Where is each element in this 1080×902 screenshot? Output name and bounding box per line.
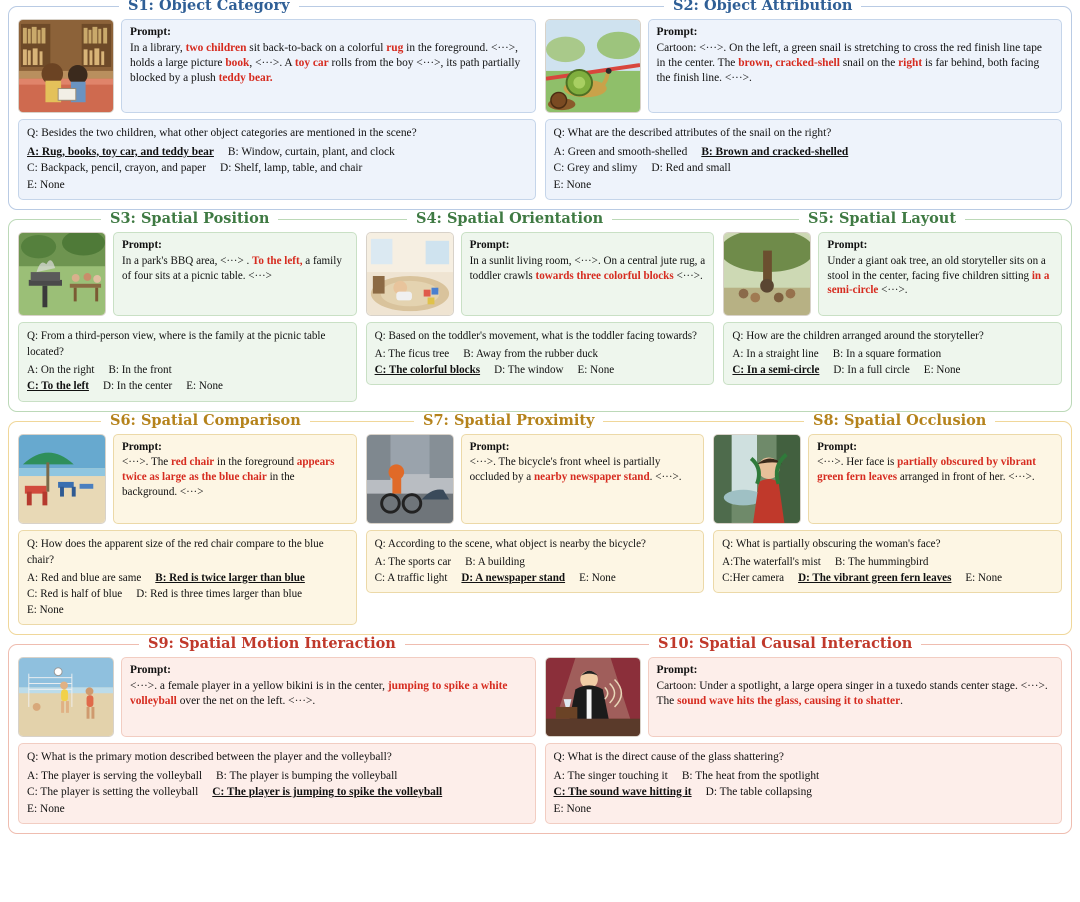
prompt-fragment: Cartoon: <···>. On the left, a green snail is stretching to cross the red finish line tape in the center. The — [656, 42, 1042, 70]
prompt-label-s8: Prompt: — [817, 440, 858, 453]
prompt-text-s9 — [121, 657, 536, 737]
prompt-row-s6 — [18, 434, 357, 524]
section-title-s4: S4: Spatial Orientation — [407, 210, 612, 227]
prompt-fragment: is far behind, both facing the finish line. <···>. — [656, 57, 1040, 85]
prompt-row-s7 — [366, 434, 705, 524]
prompt-row-s5 — [723, 232, 1062, 316]
question-s2: Q: What are the described attributes of the snail on the right? — [553, 127, 832, 140]
prompt-row-s3 — [18, 232, 357, 316]
prompt-text-s10 — [648, 657, 1063, 737]
qa-block-s9 — [18, 743, 536, 824]
option[interactable]: B: The heat from the spotlight — [681, 769, 820, 782]
option-row — [27, 784, 527, 801]
prompt-fragment: , <···>. A — [249, 57, 295, 70]
question-s3: Q: From a third-person view, where is the family at the picnic table located? — [27, 330, 326, 359]
option-row — [722, 554, 1053, 570]
option[interactable]: E: None — [27, 178, 65, 191]
highlight-phrase: jumping to spike a white volleyball — [130, 680, 508, 708]
section-title-s7: S7: Spatial Proximity — [414, 412, 603, 429]
option[interactable]: A: The sports car — [374, 555, 452, 568]
option[interactable]: B: In the front — [108, 364, 172, 377]
option[interactable]: B: The player is bumping the volleyball — [216, 769, 398, 782]
question-s6: Q: How does the apparent size of the red chair compare to the blue chair? — [27, 537, 324, 566]
prompt-label-s4: Prompt: — [469, 239, 510, 252]
prompt-fragment: In a park's BBQ area, <···> . — [122, 254, 253, 267]
prompt-row-s2 — [545, 19, 1063, 113]
option[interactable]: D: In a full circle — [833, 364, 910, 377]
image-cartoon-opera-singer-glass — [545, 657, 641, 737]
option[interactable]: A: Red and blue are same — [27, 571, 142, 584]
prompt-fragment: <···>. a female player in a yellow bikini is in the center, — [130, 680, 388, 693]
prompt-label-s10: Prompt: — [656, 663, 698, 676]
option[interactable]: C: Backpack, pencil, crayon, and paper — [27, 162, 207, 175]
prompt-label-s7: Prompt: — [469, 440, 510, 453]
option[interactable]: D: The table collapsing — [705, 786, 812, 799]
options-s7[interactable] — [375, 554, 696, 586]
option-row — [27, 570, 348, 586]
option-row — [27, 177, 527, 194]
prompt-text-s2 — [648, 19, 1063, 113]
qa-block-s5 — [723, 322, 1062, 385]
section-title-s9: S9: Spatial Motion Interaction — [139, 635, 405, 652]
option-row — [27, 160, 527, 177]
prompt-label-s5: Prompt: — [827, 239, 868, 252]
option[interactable]: A: The singer touching it — [553, 769, 668, 782]
image-toddler-living-room-rug — [366, 232, 454, 316]
prompt-body-s1 — [130, 42, 520, 84]
option-row — [27, 801, 527, 818]
prompt-fragment: <···>. The — [122, 456, 171, 469]
prompt-text-s3 — [113, 232, 357, 316]
prompt-fragment: in the background. <···> — [122, 471, 295, 498]
option-correct[interactable]: B: Brown and cracked-shelled — [701, 145, 849, 158]
option[interactable]: D: Red is three times larger than blue — [136, 587, 303, 600]
image-storyteller-oak-tree — [723, 232, 811, 316]
prompt-fragment: <···>. Her face is — [817, 456, 898, 469]
section-group-row1 — [8, 0, 1072, 210]
options-s5[interactable] — [732, 346, 1053, 378]
prompt-fragment: over the net on the left. <···>. — [176, 695, 316, 708]
image-woman-waterfall-ferns — [713, 434, 801, 524]
option-row — [554, 768, 1054, 785]
option[interactable]: C: A traffic light — [374, 571, 448, 584]
prompt-fragment: In a library, — [130, 42, 186, 55]
panel-s9 — [18, 657, 536, 824]
panel-s3 — [18, 232, 357, 401]
highlight-phrase: towards three colorful blocks — [535, 269, 674, 282]
option[interactable]: E: None — [923, 364, 961, 377]
option[interactable]: A: On the right — [27, 364, 95, 377]
image-park-bbq-grill — [18, 232, 106, 316]
prompt-row-s4 — [366, 232, 715, 316]
prompt-text-s4 — [461, 232, 715, 316]
qa-block-s1 — [18, 119, 536, 200]
option-correct[interactable]: C: The player is jumping to spike the volleyball — [212, 786, 443, 799]
prompt-row-s1 — [18, 19, 536, 113]
highlight-phrase: in a semi-circle — [827, 269, 1050, 297]
option-correct[interactable]: A: Rug, books, toy car, and teddy bear — [27, 145, 214, 158]
panel-s6 — [18, 434, 357, 625]
option-row — [27, 768, 527, 785]
option[interactable]: B: In a square formation — [832, 348, 942, 361]
options-s6[interactable] — [27, 570, 348, 618]
prompt-fragment: rolls from the boy <···>, its path partially blocked by a plush — [130, 57, 521, 85]
highlight-phrase: teddy bear. — [218, 72, 273, 85]
option[interactable]: E: None — [553, 802, 592, 815]
section-group-row4 — [8, 634, 1072, 834]
image-library-children-reading — [18, 19, 114, 113]
highlight-phrase: toy car — [294, 57, 329, 70]
option-row — [375, 362, 706, 378]
qa-block-s4 — [366, 322, 715, 385]
prompt-body-s4 — [470, 255, 706, 282]
highlight-phrase: partially obscured by vibrant green fern leaves — [817, 456, 1036, 484]
panel-s2 — [545, 19, 1063, 200]
panel-s7 — [366, 434, 705, 625]
option-correct[interactable]: D: A newspaper stand — [461, 571, 566, 584]
options-s2[interactable] — [554, 144, 1054, 194]
question-s7: Q: According to the scene, what object is nearby the bicycle? — [374, 537, 646, 550]
image-cartoon-snail-race — [545, 19, 641, 113]
option-correct[interactable]: C: The sound wave hitting it — [553, 786, 692, 799]
option-row — [554, 784, 1054, 801]
prompt-label-s2: Prompt: — [656, 26, 698, 38]
prompt-fragment: <···>. — [673, 269, 703, 282]
option-correct[interactable]: C: The colorful blocks — [374, 364, 481, 377]
qa-block-s6 — [18, 530, 357, 625]
options-s3[interactable] — [27, 362, 348, 394]
option-row — [722, 570, 1053, 586]
highlight-phrase: rug — [386, 42, 404, 55]
options-s8[interactable] — [722, 554, 1053, 586]
section-group-row3 — [8, 411, 1072, 635]
qa-block-s3 — [18, 322, 357, 401]
image-beach-volleyball-spike — [18, 657, 114, 737]
prompt-fragment: . — [900, 695, 904, 708]
option-row — [732, 362, 1053, 378]
option[interactable]: E: None — [27, 603, 64, 616]
option-correct[interactable]: D: The vibrant green fern leaves — [798, 571, 952, 584]
qa-block-s7 — [366, 530, 705, 593]
prompt-body-s9 — [130, 680, 507, 707]
option-correct[interactable]: B: Red is twice larger than blue — [155, 571, 305, 584]
image-cyclist-street-car — [366, 434, 454, 524]
prompt-fragment: Under a giant oak tree, an old storyteller sits on a stool in the center, facing five children sitting — [827, 254, 1046, 282]
options-s1[interactable] — [27, 144, 527, 194]
option-row — [554, 801, 1054, 818]
option[interactable]: E: None — [186, 380, 223, 393]
section-title-s6: S6: Spatial Comparison — [101, 412, 310, 429]
option[interactable]: C: Grey and slimy — [553, 162, 638, 175]
option[interactable]: E: None — [553, 178, 592, 191]
highlight-phrase: sound wave hits the glass, causing it to shatter — [677, 695, 901, 708]
option-correct[interactable]: C: To the left — [27, 380, 89, 393]
option[interactable]: B: The hummingbird — [834, 555, 929, 568]
question-s10: Q: What is the direct cause of the glass shattering? — [553, 751, 784, 764]
panel-s1 — [18, 19, 536, 200]
option[interactable]: C: The player is setting the volleyball — [27, 786, 199, 799]
option[interactable]: D: The window — [494, 364, 564, 377]
panel-s4 — [366, 232, 715, 401]
option-row — [27, 602, 348, 618]
prompt-body-s10 — [657, 680, 1048, 707]
highlight-phrase: appears twice as large as the blue chair — [122, 456, 335, 484]
prompt-fragment: sit back-to-back on a colorful — [246, 42, 387, 55]
option-correct[interactable]: C: In a semi-circle — [732, 364, 820, 377]
highlight-phrase: two children — [185, 42, 247, 55]
option-row — [375, 346, 706, 362]
option[interactable]: B: Away from the rubber duck — [463, 348, 599, 361]
prompt-fragment: in the foreground. <···>, holds a large picture — [130, 42, 519, 70]
highlight-phrase: right — [898, 57, 923, 70]
panel-s10 — [545, 657, 1063, 824]
option[interactable]: A: The ficus tree — [374, 348, 450, 361]
option-row — [554, 144, 1054, 161]
prompt-body-s5 — [827, 255, 1049, 297]
qa-block-s8 — [713, 530, 1062, 593]
option-row — [732, 346, 1053, 362]
option-row — [27, 144, 527, 161]
prompt-body-s2 — [657, 42, 1042, 84]
section-title-s1: S1: Object Category — [119, 0, 299, 14]
qa-block-s2 — [545, 119, 1063, 200]
option[interactable]: A: The player is serving the volleyball — [27, 769, 203, 782]
prompt-label-s9: Prompt: — [130, 663, 171, 676]
prompt-fragment: Cartoon: Under a spotlight, a large opera singer in a tuxedo stands center stage. <···>. The — [656, 680, 1048, 708]
option[interactable]: A: In a straight line — [732, 348, 819, 361]
option[interactable]: D: Shelf, lamp, table, and chair — [220, 162, 363, 175]
option[interactable]: B: A building — [465, 555, 525, 568]
option[interactable]: C: Red is half of blue — [27, 587, 123, 600]
option-row — [27, 362, 348, 378]
options-s4[interactable] — [375, 346, 706, 378]
options-s9[interactable] — [27, 768, 527, 818]
option[interactable]: E: None — [965, 571, 1003, 584]
option-row — [554, 160, 1054, 177]
prompt-fragment: In a sunlit living room, <···>. On a central jute rug, a toddler crawls — [469, 254, 706, 282]
section-title-s10: S10: Spatial Causal Interaction — [649, 635, 921, 652]
prompt-text-s7 — [461, 434, 705, 524]
section-title-s5: S5: Spatial Layout — [799, 210, 965, 227]
image-beach-chairs-umbrella — [18, 434, 106, 524]
prompt-text-s6 — [113, 434, 357, 524]
prompt-label-s6: Prompt: — [122, 440, 162, 453]
option[interactable]: D: Red and small — [651, 162, 731, 175]
option[interactable]: C:Her camera — [722, 571, 785, 584]
highlight-phrase: brown, cracked-shell — [738, 57, 840, 70]
option[interactable]: E: None — [579, 571, 616, 584]
section-group-row2 — [8, 210, 1072, 411]
panel-s5 — [723, 232, 1062, 401]
prompt-row-s9 — [18, 657, 536, 737]
panel-s8 — [713, 434, 1062, 625]
section-title-s3: S3: Spatial Position — [101, 210, 278, 227]
option-row — [27, 586, 348, 602]
prompt-row-s8 — [713, 434, 1062, 524]
question-s8: Q: What is partially obscuring the woman's face? — [722, 537, 941, 550]
option[interactable]: E: None — [27, 802, 65, 815]
section-title-s2: S2: Object Attribution — [664, 0, 861, 14]
prompt-body-s6 — [122, 456, 334, 498]
question-s9: Q: What is the primary motion described between the player and the volleyball? — [27, 751, 392, 764]
option-row — [554, 177, 1054, 194]
prompt-fragment: in the foreground — [214, 456, 297, 469]
section-title-s8: S8: Spatial Occlusion — [804, 412, 995, 429]
option[interactable]: B: Window, curtain, plant, and clock — [227, 145, 395, 158]
prompt-fragment: arranged in front of her. <···>. — [897, 471, 1035, 484]
highlight-phrase: To the left, — [252, 254, 303, 267]
prompt-body-s7 — [470, 456, 682, 483]
highlight-phrase: red chair — [170, 456, 215, 469]
question-s4: Q: Based on the toddler's movement, what is the toddler facing towards? — [374, 330, 697, 343]
options-s10[interactable] — [554, 768, 1054, 818]
prompt-fragment: snail on the — [839, 57, 899, 70]
prompt-label-s3: Prompt: — [122, 239, 162, 252]
option[interactable]: E: None — [577, 364, 615, 377]
prompt-row-s10 — [545, 657, 1063, 737]
prompt-fragment: <···>. The bicycle's front wheel is partially occluded by a — [469, 456, 661, 484]
option[interactable]: D: In the center — [102, 380, 173, 393]
option-row — [375, 554, 696, 570]
prompt-fragment: . <···>. — [649, 471, 682, 484]
question-s1: Q: Besides the two children, what other object categories are mentioned in the scene? — [27, 127, 417, 140]
prompt-text-s8 — [808, 434, 1062, 524]
option-row — [375, 570, 696, 586]
prompt-fragment: a family of four sits at a picnic table. <···> — [122, 254, 342, 282]
option[interactable]: A: Green and smooth-shelled — [553, 145, 688, 158]
prompt-text-s5 — [818, 232, 1062, 316]
highlight-phrase: book — [225, 57, 250, 70]
prompt-text-s1 — [121, 19, 536, 113]
highlight-phrase: nearby newspaper stand — [533, 471, 650, 484]
option[interactable]: A:The waterfall's mist — [722, 555, 821, 568]
prompt-body-s8 — [817, 456, 1036, 483]
prompt-body-s3 — [122, 255, 342, 282]
question-s5: Q: How are the children arranged around the storyteller? — [732, 330, 984, 343]
prompt-fragment: <···>. — [878, 284, 908, 297]
option-row — [27, 378, 348, 394]
prompt-label-s1: Prompt: — [130, 26, 171, 38]
qa-block-s10 — [545, 743, 1063, 824]
